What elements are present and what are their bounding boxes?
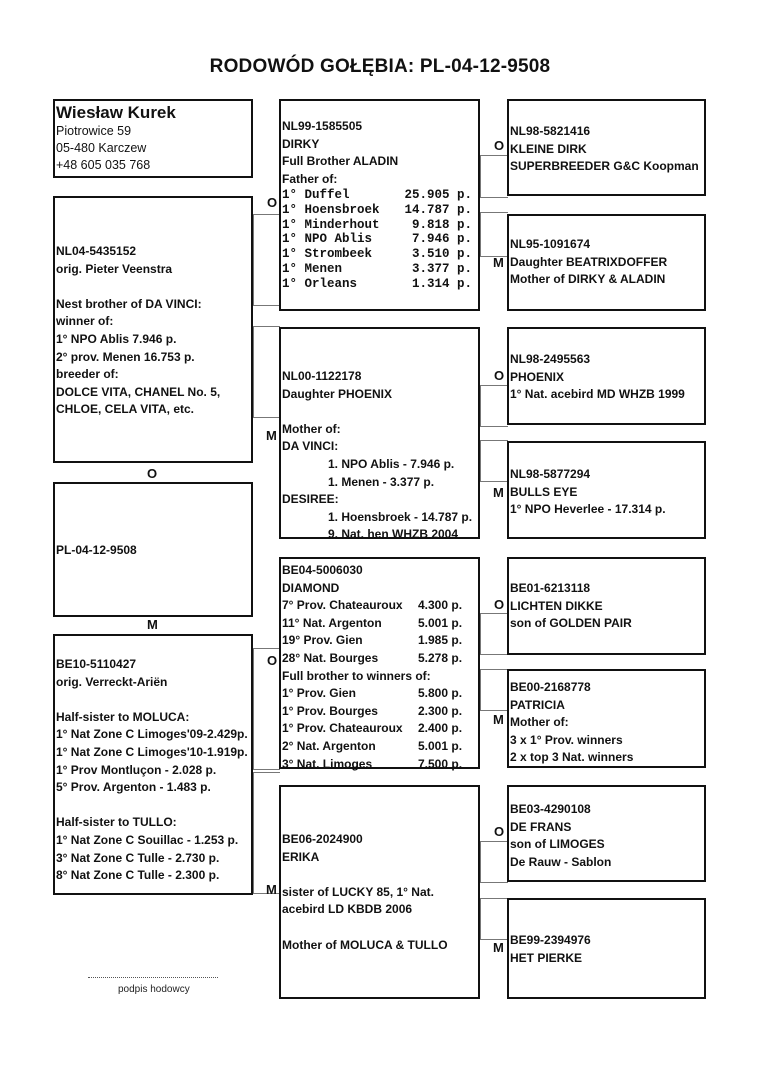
race-result (282, 203, 478, 218)
connector (480, 212, 508, 257)
race-points: 9.818 p. (411, 217, 472, 232)
dam-line (56, 691, 251, 709)
sire-line: winner of: (56, 314, 114, 329)
race-result (282, 703, 478, 721)
father-label: O (494, 368, 505, 383)
race-name: 1° Duffel (282, 188, 350, 203)
race-points: 4.300 p. (418, 598, 463, 613)
ggp-line: HET PIERKE (510, 950, 583, 965)
mother-label: M (266, 882, 277, 897)
ggp-line: Mother of DIRKY & ALADIN (510, 272, 666, 287)
father-label: O (267, 195, 278, 210)
great-grandparent-box (507, 214, 706, 311)
gp2-result: 1. Hoensbroek - 14.787 p. (328, 509, 473, 524)
race-points: 1.314 p. (411, 276, 472, 291)
race-points: 2.300 p. (418, 703, 463, 718)
gp4-line: acebird LD KBDB 2006 (282, 902, 413, 917)
race-points: 5.001 p. (418, 615, 463, 630)
dam-line: 1° Nat Zone C Souillac - 1.253 p. (56, 832, 239, 847)
sire-line: NL04-5435152 (56, 244, 137, 258)
gp4-line: sister of LUCKY 85, 1° Nat. (282, 884, 434, 899)
ggp-line: son of GOLDEN PAIR (510, 616, 632, 631)
gp3-results (282, 685, 478, 773)
dam-line: Half-sister to TULLO: (56, 815, 177, 830)
connector (253, 326, 280, 418)
race-result (282, 685, 478, 703)
race-name: 28° Nat. Bourges (282, 650, 379, 665)
granddam-paternal-box (279, 327, 480, 542)
ggp-line: SUPERBREEDER G&C Koopman (510, 159, 699, 174)
father-label: O (494, 138, 505, 153)
ggp-line: NL95-1091674 (510, 237, 591, 251)
gp4-line: BE06-2024900 (282, 832, 363, 846)
race-name: 1° NPO Ablis (282, 232, 373, 247)
race-result (282, 232, 478, 247)
gp1-results (282, 188, 478, 291)
race-points: 14.787 p. (404, 203, 472, 218)
race-points: 2.400 p. (418, 721, 463, 736)
great-grandparent-box (507, 557, 706, 655)
ggp-line: NL98-2495563 (510, 352, 591, 366)
dam-box (53, 634, 253, 895)
race-result (282, 632, 478, 650)
father-label: O (147, 466, 158, 481)
race-name: 2° Nat. Argenton (282, 738, 376, 753)
gp2-line (282, 403, 478, 421)
mother-label: M (493, 255, 504, 270)
race-points: 5.278 p. (418, 650, 463, 665)
connector (253, 214, 280, 306)
gp3-line: DIAMOND (282, 580, 340, 595)
dam-line: Half-sister to MOLUCA: (56, 709, 190, 724)
subject-ring: PL-04-12-9508 (56, 543, 137, 557)
ggp-line: BE01-6213118 (510, 581, 591, 595)
signature-caption: podpis hodowcy (118, 984, 190, 995)
race-points: 7.500 p. (418, 756, 463, 771)
gp3-results (282, 597, 478, 667)
subject-box (53, 482, 253, 617)
dam-line: 1° Nat Zone C Limoges'10-1.919p. (56, 744, 248, 759)
owner-phone: +48 605 035 768 (56, 158, 151, 172)
ggp-line: DE FRANS (510, 819, 572, 834)
ggp-line: LICHTEN DIKKE (510, 598, 603, 613)
race-name: 1° Prov. Chateauroux (282, 721, 403, 736)
connector (480, 155, 508, 198)
race-name: 1° Prov. Bourges (282, 703, 378, 718)
dam-line: 1° Prov Montluçon - 2.028 p. (56, 762, 217, 777)
page-title: RODOWÓD GOŁĘBIA: PL-04-12-9508 (209, 56, 551, 77)
ggp-line: NL98-5877294 (510, 467, 591, 481)
ggp-line: 2 x top 3 Nat. winners (510, 750, 634, 765)
gp3-line: Full brother to winners of: (282, 668, 431, 683)
owner-box (53, 99, 253, 178)
ggp-line: son of LIMOGES (510, 837, 605, 852)
father-label: O (494, 597, 505, 612)
race-result (282, 756, 478, 774)
race-points: 3.377 p. (411, 261, 472, 276)
gp1-line: DIRKY (282, 136, 320, 151)
dam-line (56, 797, 251, 815)
connector (480, 440, 508, 482)
owner-address: Piotrowice 59 (56, 124, 132, 138)
gp2-result: 1. Menen - 3.377 p. (328, 474, 435, 489)
race-name: 19° Prov. Gien (282, 633, 363, 648)
mother-label: M (493, 712, 504, 727)
connector (480, 669, 508, 711)
great-grandparent-box (507, 669, 706, 768)
sire-line: breeder of: (56, 367, 119, 382)
great-grandparent-box (507, 327, 706, 425)
race-result (282, 615, 478, 633)
dam-line: orig. Verreckt-Ariën (56, 674, 168, 689)
great-grandparent-box (507, 898, 706, 999)
ggp-line: BULLS EYE (510, 484, 578, 499)
gp2-line: NL00-1122178 (282, 369, 362, 383)
race-result (282, 247, 478, 262)
ggp-line: BE03-4290108 (510, 802, 591, 816)
dam-line: 8° Nat Zone C Tulle - 2.300 p. (56, 868, 220, 883)
sire-line (56, 278, 251, 296)
great-grandparent-box (507, 441, 706, 539)
mother-label: M (493, 485, 504, 500)
race-result (282, 738, 478, 756)
ggp-line: Mother of: (510, 715, 569, 730)
sire-line: Nest brother of DA VINCI: (56, 296, 202, 311)
race-result (282, 597, 478, 615)
gp4-line: ERIKA (282, 849, 320, 864)
dam-line: BE10-5110427 (56, 657, 137, 671)
father-label: O (267, 653, 278, 668)
gp4-line (282, 919, 478, 937)
gp2-result: 1. NPO Ablis - 7.946 p. (328, 456, 455, 471)
mother-label: M (266, 428, 277, 443)
sire-line: orig. Pieter Veenstra (56, 261, 173, 276)
race-name: 1° Hoensbroek (282, 203, 380, 218)
race-name: 11° Nat. Argenton (282, 615, 382, 630)
race-name: 1° Minderhout (282, 217, 380, 232)
race-name: 1° Strombeek (282, 247, 373, 262)
grandsire-paternal-box (279, 99, 480, 311)
ggp-line: BE00-2168778 (510, 680, 591, 694)
ggp-line: De Rauw - Sablon (510, 854, 612, 869)
gp1-line: NL99-1585505 (282, 119, 363, 133)
ggp-line: 1° NPO Heverlee - 17.314 p. (510, 502, 666, 517)
race-points: 3.510 p. (411, 247, 472, 262)
mother-label: M (493, 940, 504, 955)
ggp-line: PHOENIX (510, 369, 565, 384)
ggp-line: Daughter BEATRIXDOFFER (510, 254, 668, 269)
sire-box (53, 196, 253, 463)
gp2-line: Mother of: (282, 421, 341, 436)
gp2-line: Daughter PHOENIX (282, 386, 393, 401)
race-result (282, 720, 478, 738)
father-label: O (494, 824, 505, 839)
ggp-line: 1° Nat. acebird MD WHZB 1999 (510, 387, 685, 402)
race-result (282, 277, 478, 292)
race-points: 5.800 p. (418, 686, 463, 701)
gp1-line: Full Brother ALADIN (282, 154, 399, 169)
gp2-result: 9. Nat. hen WHZB 2004 (328, 527, 459, 542)
race-name: 7° Prov. Chateauroux (282, 598, 403, 613)
dam-line: 1° Nat Zone C Limoges'09-2.429p. (56, 727, 248, 742)
ggp-line: BE99-2394976 (510, 933, 591, 947)
ggp-line: KLEINE DIRK (510, 141, 587, 156)
race-result (282, 262, 478, 277)
race-result (282, 650, 478, 668)
race-points: 7.946 p. (411, 232, 472, 247)
sire-line: 2° prov. Menen 16.753 p. (56, 349, 195, 364)
great-grandparent-box (507, 785, 706, 882)
sire-line: CHLOE, CELA VITA, etc. (56, 402, 195, 417)
grandsire-maternal-box (279, 557, 480, 769)
race-name: 1° Menen (282, 261, 343, 276)
connector (253, 772, 280, 894)
signature-line (88, 977, 218, 978)
race-result (282, 218, 478, 233)
gp2-line: DA VINCI: (282, 439, 339, 454)
dam-line: 3° Nat Zone C Tulle - 2.730 p. (56, 850, 220, 865)
race-name: 3° Nat. Limoges (282, 756, 373, 771)
gp4-line: Mother of MOLUCA & TULLO (282, 937, 448, 952)
owner-postcode: 05-480 Karczew (56, 141, 147, 155)
connector (480, 613, 508, 655)
mother-label: M (147, 617, 158, 632)
race-result (282, 188, 478, 203)
sire-line: DOLCE VITA, CHANEL No. 5, (56, 384, 221, 399)
race-points: 1.985 p. (418, 633, 463, 648)
connector (480, 841, 508, 883)
race-name: 1° Orleans (282, 276, 358, 291)
dam-line: 5° Prov. Argenton - 1.483 p. (56, 780, 211, 795)
connector (480, 385, 508, 427)
race-points: 25.905 p. (404, 188, 472, 203)
great-grandparent-box (507, 99, 706, 196)
gp4-line (282, 866, 478, 884)
granddam-maternal-box (279, 785, 480, 999)
gp3-line: BE04-5006030 (282, 563, 363, 577)
race-name: 1° Prov. Gien (282, 686, 356, 701)
ggp-line: 3 x 1° Prov. winners (510, 732, 623, 747)
ggp-line: PATRICIA (510, 697, 565, 712)
owner-name: Wiesław Kurek (56, 103, 176, 122)
sire-line: 1° NPO Ablis 7.946 p. (56, 331, 177, 346)
race-points: 5.001 p. (418, 738, 463, 753)
gp1-line: Father of: (282, 171, 338, 186)
connector (480, 898, 508, 940)
ggp-line: NL98-5821416 (510, 124, 591, 138)
gp2-line: DESIREE: (282, 492, 339, 507)
